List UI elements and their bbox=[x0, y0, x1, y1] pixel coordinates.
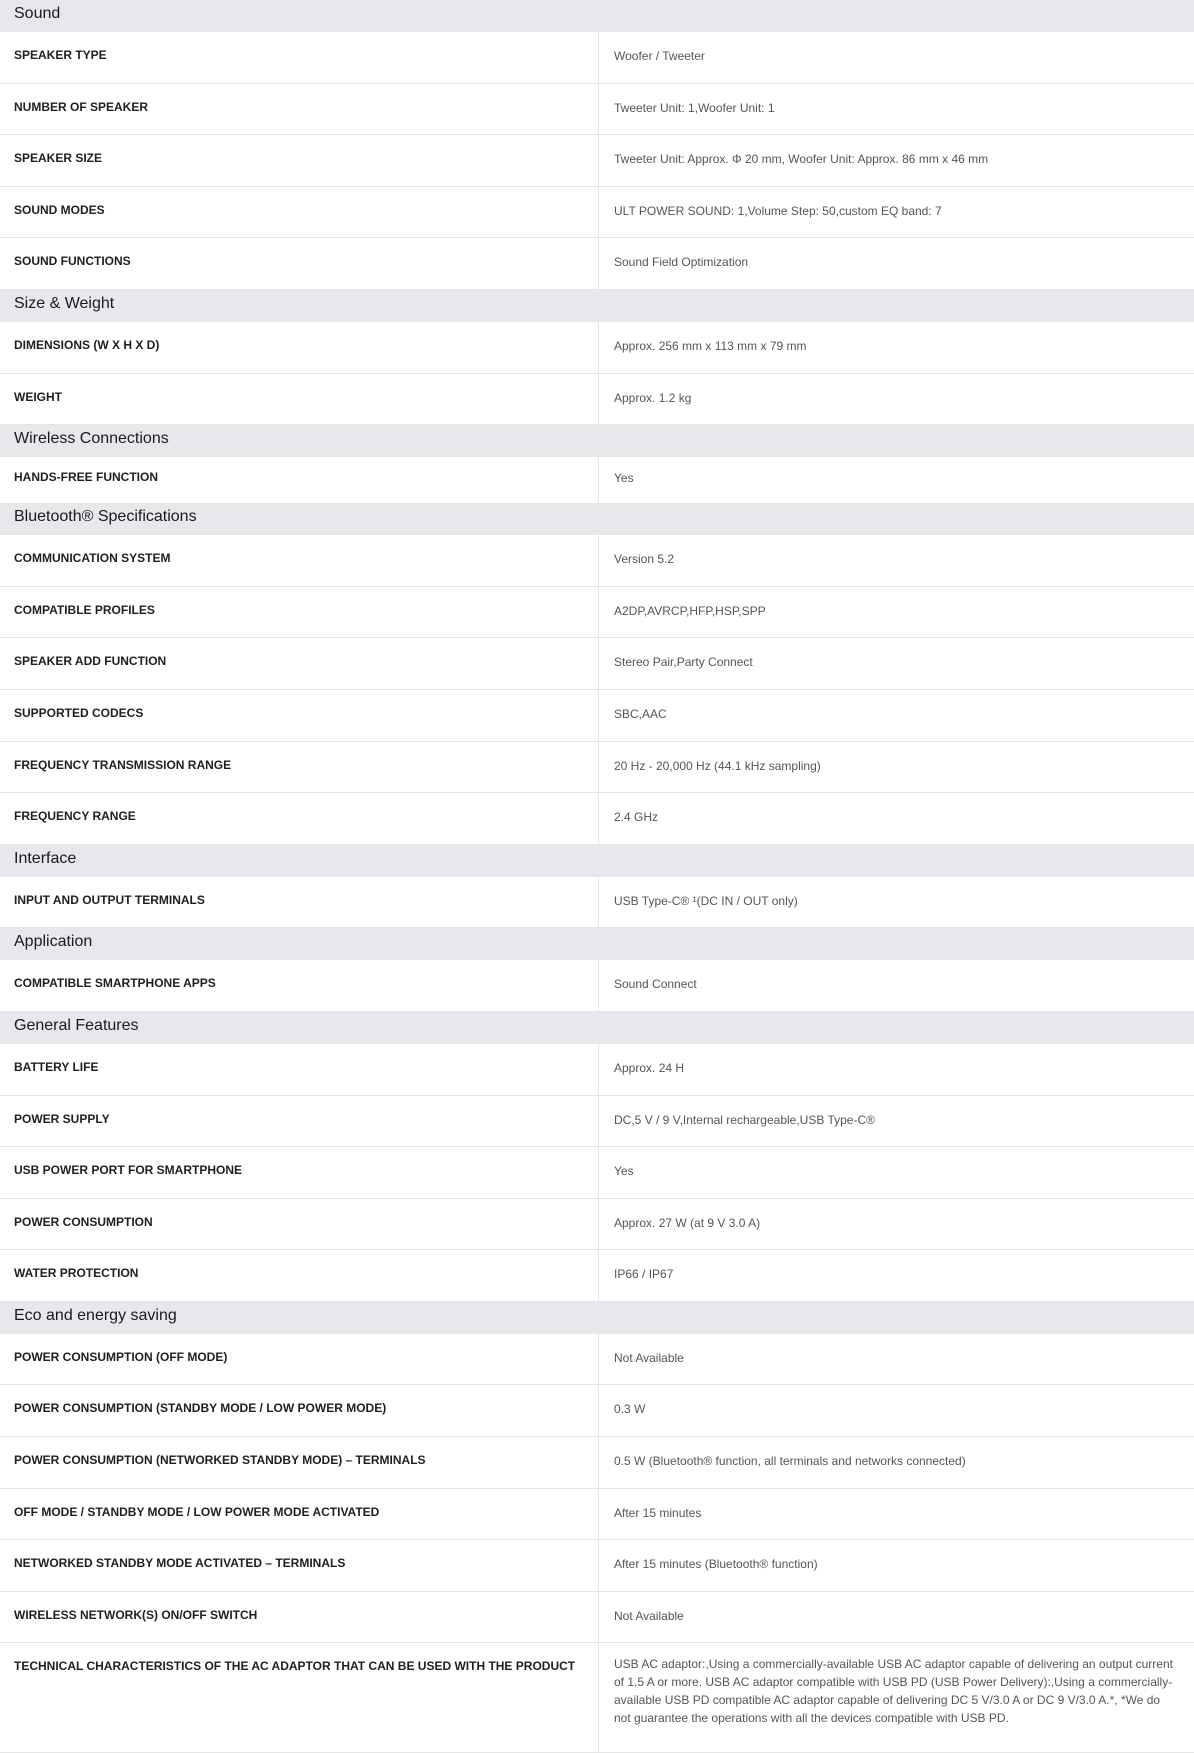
spec-value: A2DP,AVRCP,HFP,HSP,SPP bbox=[614, 603, 766, 618]
spec-value: Not Available bbox=[614, 1608, 684, 1623]
spec-value: After 15 minutes bbox=[614, 1505, 702, 1520]
spec-value: DC,5 V / 9 V,Internal rechargeable,USB Type-C® bbox=[614, 1112, 875, 1127]
spec-label: SPEAKER TYPE bbox=[0, 32, 599, 83]
spec-row bbox=[0, 1334, 1194, 1386]
section-wireless-connections bbox=[0, 425, 1194, 503]
section-title: Size & Weight bbox=[0, 290, 1194, 322]
spec-label: HANDS-FREE FUNCTION bbox=[0, 457, 599, 503]
spec-value: Version 5.2 bbox=[614, 552, 675, 567]
spec-label: WEIGHT bbox=[0, 374, 599, 425]
spec-value: SBC,AAC bbox=[614, 706, 667, 721]
spec-label: INPUT AND OUTPUT TERMINALS bbox=[0, 877, 599, 928]
section-title: Bluetooth® Specifications bbox=[0, 503, 1194, 535]
spec-label: COMPATIBLE SMARTPHONE APPS bbox=[0, 960, 599, 1011]
spec-row bbox=[0, 690, 1194, 742]
spec-value: 2.4 GHz bbox=[614, 810, 659, 825]
spec-label: SUPPORTED CODECS bbox=[0, 690, 599, 741]
spec-row bbox=[0, 1540, 1194, 1592]
spec-label: FREQUENCY RANGE bbox=[0, 793, 599, 844]
spec-label: DIMENSIONS (W X H X D) bbox=[0, 322, 599, 373]
spec-value: Not Available bbox=[614, 1350, 684, 1365]
section-title: Eco and energy saving bbox=[0, 1302, 1194, 1334]
spec-row bbox=[0, 374, 1194, 426]
spec-value: USB Type-C® ¹(DC IN / OUT only) bbox=[614, 893, 798, 908]
spec-row bbox=[0, 793, 1194, 845]
section-size-weight bbox=[0, 290, 1194, 425]
spec-label: SPEAKER SIZE bbox=[0, 135, 599, 186]
spec-label: WATER PROTECTION bbox=[0, 1250, 599, 1301]
spec-value: 20 Hz - 20,000 Hz (44.1 kHz sampling) bbox=[614, 758, 821, 773]
spec-row bbox=[0, 1385, 1194, 1437]
spec-label: USB POWER PORT FOR SMARTPHONE bbox=[0, 1147, 599, 1198]
spec-label: POWER CONSUMPTION bbox=[0, 1199, 599, 1250]
spec-label: POWER SUPPLY bbox=[0, 1096, 599, 1147]
spec-value: Tweeter Unit: 1,Woofer Unit: 1 bbox=[614, 100, 775, 115]
section-title: General Features bbox=[0, 1012, 1194, 1044]
spec-label: BATTERY LIFE bbox=[0, 1044, 599, 1095]
spec-label: WIRELESS NETWORK(S) ON/OFF SWITCH bbox=[0, 1592, 599, 1643]
section-title: Interface bbox=[0, 845, 1194, 877]
spec-row bbox=[0, 1199, 1194, 1251]
spec-value: Stereo Pair,Party Connect bbox=[614, 655, 753, 670]
spec-label: SOUND FUNCTIONS bbox=[0, 238, 599, 289]
spec-label: NETWORKED STANDBY MODE ACTIVATED – TERMINALS bbox=[0, 1540, 599, 1591]
spec-value: Tweeter Unit: Approx. Φ 20 mm, Woofer Unit: Approx. 86 mm x 46 mm bbox=[614, 152, 989, 167]
spec-row bbox=[0, 742, 1194, 794]
spec-row bbox=[0, 587, 1194, 639]
section-eco-energy-saving bbox=[0, 1302, 1194, 1753]
spec-row bbox=[0, 1096, 1194, 1148]
spec-value: Approx. 24 H bbox=[614, 1060, 685, 1075]
spec-label: POWER CONSUMPTION (NETWORKED STANDBY MODE) – TERMINALS bbox=[0, 1437, 599, 1488]
spec-row bbox=[0, 1643, 1194, 1753]
section-title: Wireless Connections bbox=[0, 425, 1194, 457]
spec-row bbox=[0, 1147, 1194, 1199]
spec-row bbox=[0, 1250, 1194, 1302]
spec-value: ULT POWER SOUND: 1,Volume Step: 50,custom EQ band: 7 bbox=[614, 203, 942, 218]
section-interface bbox=[0, 845, 1194, 929]
spec-label: TECHNICAL CHARACTERISTICS OF THE AC ADAPTOR THAT CAN BE USED WITH THE PRODUCT bbox=[0, 1643, 599, 1752]
spec-row bbox=[0, 32, 1194, 84]
spec-value: Sound Connect bbox=[614, 977, 697, 992]
section-title: Application bbox=[0, 928, 1194, 960]
spec-row bbox=[0, 322, 1194, 374]
section-title: Sound bbox=[0, 0, 1194, 32]
spec-value: Yes bbox=[614, 471, 634, 486]
spec-value: Approx. 1.2 kg bbox=[614, 390, 692, 405]
spec-value: Approx. 27 W (at 9 V 3.0 A) bbox=[614, 1215, 761, 1230]
spec-value: Sound Field Optimization bbox=[614, 255, 749, 270]
spec-label: SOUND MODES bbox=[0, 187, 599, 238]
spec-row bbox=[0, 960, 1194, 1012]
spec-value: 0.3 W bbox=[614, 1402, 646, 1417]
spec-row bbox=[0, 1489, 1194, 1541]
spec-value: 0.5 W (Bluetooth® function, all terminals and networks connected) bbox=[614, 1454, 966, 1469]
spec-row bbox=[0, 638, 1194, 690]
spec-label: COMPATIBLE PROFILES bbox=[0, 587, 599, 638]
spec-row bbox=[0, 238, 1194, 290]
spec-row bbox=[0, 135, 1194, 187]
spec-label: FREQUENCY TRANSMISSION RANGE bbox=[0, 742, 599, 793]
spec-row bbox=[0, 84, 1194, 136]
section-application bbox=[0, 928, 1194, 1012]
spec-value: Yes bbox=[614, 1164, 634, 1179]
spec-value: USB AC adaptor:,Using a commercially-available USB AC adaptor capable of delivering an output current of 1.5 A or more. USB AC adaptor compatible with USB PD (USB Power Delivery):,Using a commercially-available USB PD compatible AC adaptor capable of delivering DC 5 V/3.0 A or DC 9 V/3.0 A.*, *We do not guarantee the operations with all the devices compatible with USB PD. bbox=[614, 1657, 1173, 1726]
section-general-features bbox=[0, 1012, 1194, 1302]
spec-label: POWER CONSUMPTION (OFF MODE) bbox=[0, 1334, 599, 1385]
spec-row bbox=[0, 457, 1194, 503]
spec-label: COMMUNICATION SYSTEM bbox=[0, 535, 599, 586]
spec-label: NUMBER OF SPEAKER bbox=[0, 84, 599, 135]
spec-row bbox=[0, 1044, 1194, 1096]
spec-value: Woofer / Tweeter bbox=[614, 49, 705, 63]
section-bluetooth-specifications bbox=[0, 503, 1194, 845]
spec-value: Approx. 256 mm x 113 mm x 79 mm bbox=[614, 338, 807, 353]
spec-value: IP66 / IP67 bbox=[614, 1267, 674, 1282]
spec-row bbox=[0, 1592, 1194, 1644]
spec-label: OFF MODE / STANDBY MODE / LOW POWER MODE ACTIVATED bbox=[0, 1489, 599, 1540]
section-sound bbox=[0, 0, 1194, 290]
spec-label: POWER CONSUMPTION (STANDBY MODE / LOW POWER MODE) bbox=[0, 1385, 599, 1436]
spec-row bbox=[0, 1437, 1194, 1489]
spec-row bbox=[0, 535, 1194, 587]
spec-row bbox=[0, 877, 1194, 929]
spec-label: SPEAKER ADD FUNCTION bbox=[0, 638, 599, 689]
spec-value: After 15 minutes (Bluetooth® function) bbox=[614, 1557, 818, 1572]
spec-row bbox=[0, 187, 1194, 239]
